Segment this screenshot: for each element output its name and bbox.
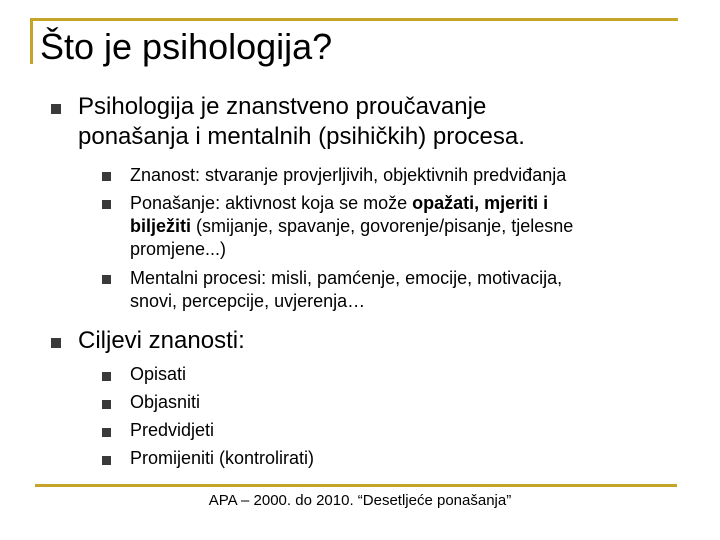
square-bullet-icon (102, 200, 111, 209)
footer-rule (35, 484, 677, 487)
square-bullet-icon (102, 456, 111, 465)
title-frame-top-rule (30, 18, 678, 21)
square-bullet-icon (102, 400, 111, 409)
title-frame-left-rule (30, 18, 33, 64)
definition-line-2: ponašanja i mentalnih (psihičkih) procesa. (78, 123, 525, 150)
footer-note: APA – 2000. do 2010. “Desetljeće ponašanja” (208, 492, 512, 509)
slide-title: Što je psihologija? (40, 26, 333, 67)
goal-item: Predvidjeti (130, 420, 215, 440)
goal-item: Promijeniti (kontrolirati) (130, 448, 315, 468)
square-bullet-icon (102, 372, 111, 381)
science-item: Znanost: stvaranje provjerljivih, objektivnih predviđanja (130, 165, 567, 185)
goal-item: Objasniti (130, 392, 201, 412)
behavior-item-line-2: bilježiti (smijanje, spavanje, govorenje/pisanje, tjelesne (130, 216, 574, 236)
goal-item: Opisati (130, 364, 187, 384)
square-bullet-icon (51, 104, 61, 114)
square-bullet-icon (102, 172, 111, 181)
square-bullet-icon (102, 275, 111, 284)
square-bullet-icon (102, 428, 111, 437)
goals-heading: Ciljevi znanosti: (78, 327, 245, 354)
definition-line-1: Psihologija je znanstveno proučavanje (78, 93, 487, 120)
square-bullet-icon (51, 338, 61, 348)
behavior-item-line-1: Ponašanje: aktivnost koja se može opažati, mjeriti i (130, 193, 549, 213)
behavior-item-line-3: promjene...) (130, 239, 227, 259)
mental-processes-line-2: snovi, percepcije, uvjerenja… (130, 291, 366, 311)
mental-processes-line-1: Mentalni procesi: misli, pamćenje, emocije, motivacija, (130, 268, 563, 288)
